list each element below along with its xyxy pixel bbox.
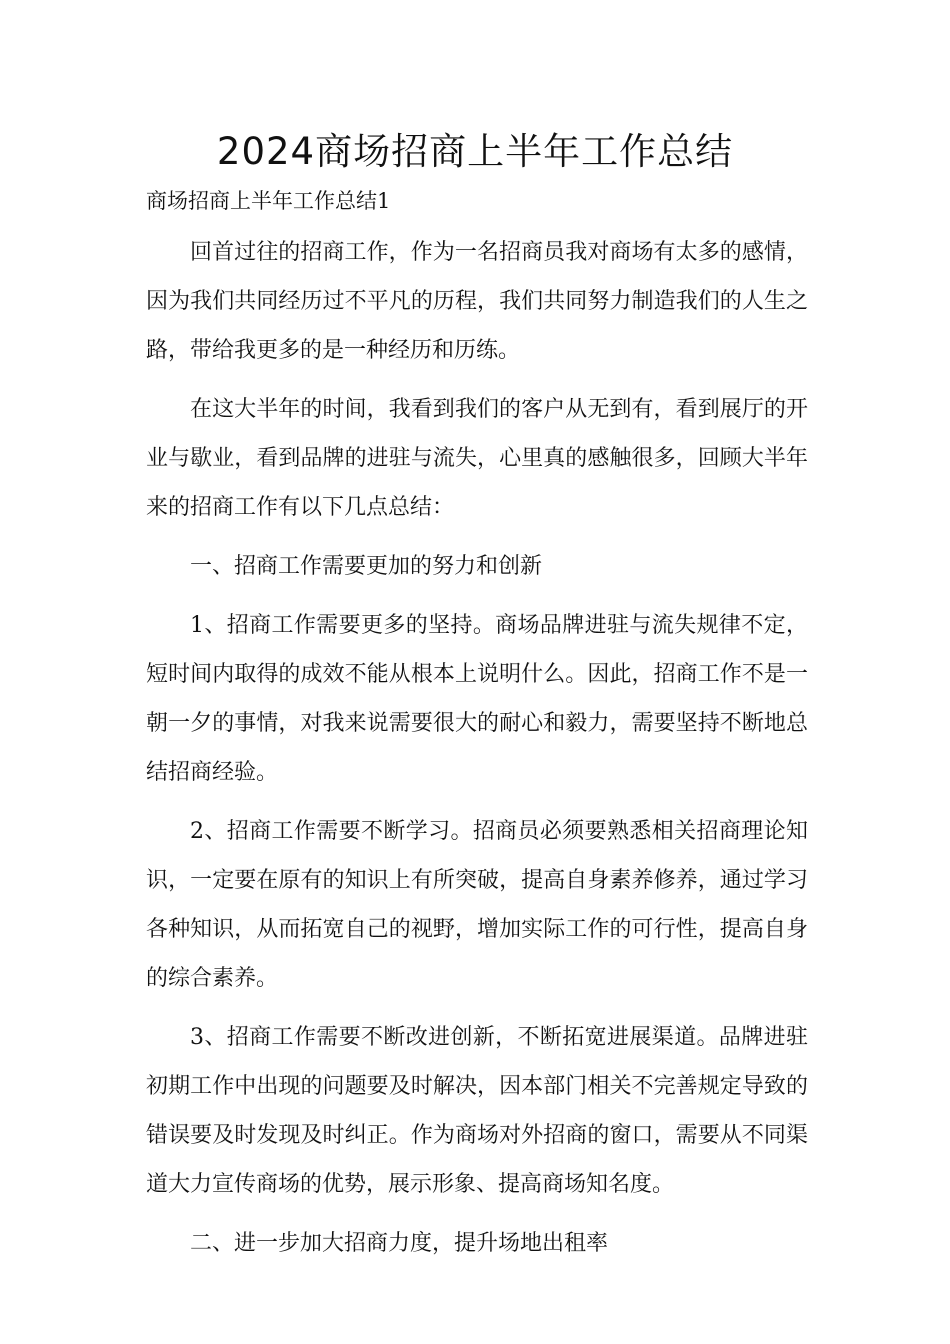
- paragraph: 在这大半年的时间，我看到我们的客户从无到有，看到展厅的开业与歇业，看到品牌的进驻与流失，心里真的感触很多，回顾大半年来的招商工作有以下几点总结：: [146, 397, 808, 520]
- paragraph: 1、招商工作需要更多的坚持。商场品牌进驻与流失规律不定，短时间内取得的成效不能从根本上说明什么。因此，招商工作不是一朝一夕的事情，对我来说需要很大的耐心和毅力，需要坚持不断地总结招商经验。: [146, 613, 808, 785]
- document-subtitle: 商场招商上半年工作总结1: [146, 189, 391, 213]
- section-heading: 二、进一步加大招商力度，提升场地出租率: [190, 1231, 609, 1256]
- paragraph: 回首过往的招商工作，作为一名招商员我对商场有太多的感情，因为我们共同经历过不平凡的历程，我们共同努力制造我们的人生之路，带给我更多的是一种经历和历练。: [146, 240, 808, 363]
- document-body: [146, 228, 808, 1278]
- paragraph: 2、招商工作需要不断学习。招商员必须要熟悉相关招商理论知识，一定要在原有的知识上有所突破，提高自身素养修养，通过学习各种知识，从而拓宽自己的视野，增加实际工作的可行性，提高自身的综合素养。: [146, 819, 808, 991]
- paragraph: 3、招商工作需要不断改进创新，不断拓宽进展渠道。品牌进驻初期工作中出现的问题要及时解决，因本部门相关不完善规定导致的错误要及时发现及时纠正。作为商场对外招商的窗口，需要从不同渠道大力宣传商场的优势，展示形象、提高商场知名度。: [146, 1025, 808, 1197]
- document-title: 2024商场招商上半年工作总结: [216, 130, 734, 173]
- section-heading: 一、招商工作需要更加的努力和创新: [190, 554, 543, 579]
